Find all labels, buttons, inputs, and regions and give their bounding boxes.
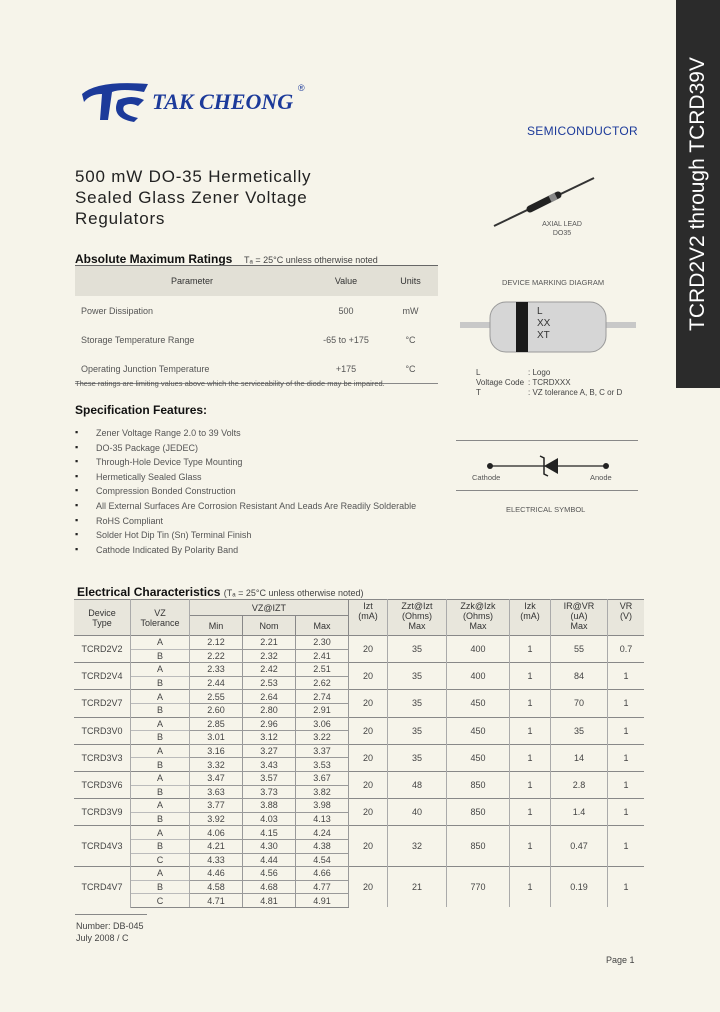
vr-cell: 1 bbox=[608, 867, 645, 908]
vz-nom-cell: 3.88 bbox=[243, 799, 296, 813]
izk-cell: 1 bbox=[510, 717, 551, 744]
tolerance-cell: B bbox=[131, 703, 190, 717]
izk-cell: 1 bbox=[510, 771, 551, 798]
zzt-cell: 35 bbox=[388, 663, 447, 690]
vz-max-cell: 3.22 bbox=[296, 731, 349, 745]
izt-cell: 20 bbox=[349, 636, 388, 663]
vz-min-cell: 2.33 bbox=[190, 663, 243, 677]
zzk-cell: 400 bbox=[447, 636, 510, 663]
vz-min-cell: 2.55 bbox=[190, 690, 243, 704]
vz-max-cell: 4.54 bbox=[296, 853, 349, 867]
vz-max-cell: 2.41 bbox=[296, 649, 349, 663]
doc-date: July 2008 / C bbox=[76, 933, 129, 943]
vz-nom-cell: 4.81 bbox=[243, 894, 296, 908]
amr-heading: Absolute Maximum Ratings bbox=[75, 252, 233, 266]
vz-nom-cell: 4.15 bbox=[243, 826, 296, 840]
ec-col-tolerance: VZ Tolerance bbox=[131, 600, 190, 636]
vz-min-cell: 3.01 bbox=[190, 731, 243, 745]
vr-cell: 1 bbox=[608, 799, 645, 826]
izt-cell: 20 bbox=[349, 771, 388, 798]
tolerance-cell: B bbox=[131, 880, 190, 894]
vz-nom-cell: 2.64 bbox=[243, 690, 296, 704]
list-item: ▪ Hermetically Sealed Glass bbox=[75, 472, 416, 487]
vz-nom-cell: 3.57 bbox=[243, 771, 296, 785]
izt-cell: 20 bbox=[349, 690, 388, 717]
ir-cell: 14 bbox=[551, 744, 608, 771]
tolerance-cell: A bbox=[131, 663, 190, 677]
zzt-cell: 35 bbox=[388, 744, 447, 771]
vz-max-cell: 2.74 bbox=[296, 690, 349, 704]
vr-cell: 1 bbox=[608, 771, 645, 798]
vz-min-cell: 3.47 bbox=[190, 771, 243, 785]
side-title: TCRD2V2 through TCRD39V bbox=[686, 57, 709, 331]
vz-max-cell: 2.30 bbox=[296, 636, 349, 650]
table-row: Storage Temperature Range -65 to +175 °C bbox=[81, 334, 416, 345]
document-title: 500 mW DO-35 Hermetically Sealed Glass Zener Voltage Regulators bbox=[75, 167, 312, 228]
vz-max-cell: 4.66 bbox=[296, 867, 349, 881]
vz-nom-cell: 4.68 bbox=[243, 880, 296, 894]
vz-min-cell: 3.92 bbox=[190, 812, 243, 826]
device-type: TCRD2V2 bbox=[74, 636, 131, 663]
amr-col-parameter: Parameter bbox=[75, 266, 309, 296]
table-row: Operating Junction Temperature +175 °C bbox=[75, 354, 438, 384]
vz-max-cell: 2.91 bbox=[296, 703, 349, 717]
vz-nom-cell: 4.56 bbox=[243, 867, 296, 881]
zzk-cell: 450 bbox=[447, 690, 510, 717]
vz-min-cell: 4.06 bbox=[190, 826, 243, 840]
zzk-cell: 450 bbox=[447, 744, 510, 771]
vz-nom-cell: 3.43 bbox=[243, 758, 296, 772]
ir-cell: 2.8 bbox=[551, 771, 608, 798]
vz-nom-cell: 2.32 bbox=[243, 649, 296, 663]
zzk-cell: 850 bbox=[447, 771, 510, 798]
ec-col-max: Max bbox=[296, 616, 349, 636]
vr-cell: 1 bbox=[608, 663, 645, 690]
ec-col-vzizt: VZ@IZT bbox=[190, 600, 349, 616]
vz-max-cell: 4.24 bbox=[296, 826, 349, 840]
izt-cell: 20 bbox=[349, 744, 388, 771]
ir-cell: 55 bbox=[551, 636, 608, 663]
zzk-cell: 400 bbox=[447, 663, 510, 690]
tolerance-cell: A bbox=[131, 826, 190, 840]
izk-cell: 1 bbox=[510, 744, 551, 771]
device-type: TCRD3V9 bbox=[74, 799, 131, 826]
device-type: TCRD2V7 bbox=[74, 690, 131, 717]
vz-nom-cell: 4.44 bbox=[243, 853, 296, 867]
vz-nom-cell: 2.21 bbox=[243, 636, 296, 650]
tak-cheong-logo bbox=[78, 78, 150, 124]
vz-max-cell: 2.51 bbox=[296, 663, 349, 677]
ec-col-min: Min bbox=[190, 616, 243, 636]
tolerance-cell: B bbox=[131, 812, 190, 826]
zzk-cell: 770 bbox=[447, 867, 510, 908]
list-item: ▪ Zener Voltage Range 2.0 to 39 Volts bbox=[75, 428, 416, 443]
tolerance-cell: C bbox=[131, 894, 190, 908]
vz-min-cell: 4.58 bbox=[190, 880, 243, 894]
vz-max-cell: 4.38 bbox=[296, 839, 349, 853]
vz-max-cell: 3.82 bbox=[296, 785, 349, 799]
marking-code: L XX XT bbox=[537, 306, 551, 341]
tolerance-cell: B bbox=[131, 731, 190, 745]
ec-col-izt: Izt (mA) bbox=[349, 600, 388, 636]
vz-nom-cell: 3.73 bbox=[243, 785, 296, 799]
vz-min-cell: 3.16 bbox=[190, 744, 243, 758]
zzk-cell: 850 bbox=[447, 826, 510, 867]
ec-col-vr: VR (V) bbox=[608, 600, 645, 636]
izk-cell: 1 bbox=[510, 663, 551, 690]
vz-nom-cell: 2.96 bbox=[243, 717, 296, 731]
vz-nom-cell: 2.42 bbox=[243, 663, 296, 677]
vz-max-cell: 3.53 bbox=[296, 758, 349, 772]
vz-nom-cell: 3.12 bbox=[243, 731, 296, 745]
zzk-cell: 850 bbox=[447, 799, 510, 826]
vz-min-cell: 3.32 bbox=[190, 758, 243, 772]
vz-min-cell: 2.44 bbox=[190, 676, 243, 690]
list-item: ▪ Through-Hole Device Type Mounting bbox=[75, 457, 416, 472]
vz-nom-cell: 4.03 bbox=[243, 812, 296, 826]
vz-max-cell: 3.06 bbox=[296, 717, 349, 731]
vr-cell: 1 bbox=[608, 744, 645, 771]
vz-min-cell: 3.77 bbox=[190, 799, 243, 813]
division-label: SEMICONDUCTOR bbox=[527, 124, 639, 138]
registered-mark: ® bbox=[298, 83, 305, 93]
marking-legend: L : Logo Voltage Code : TCRDXXX T : VZ tolerance A, B, C or D bbox=[476, 368, 623, 397]
footer-rule bbox=[75, 914, 147, 915]
tolerance-cell: B bbox=[131, 649, 190, 663]
table-row bbox=[74, 690, 644, 704]
ec-col-nom: Nom bbox=[243, 616, 296, 636]
izt-cell: 20 bbox=[349, 826, 388, 867]
ec-table bbox=[74, 599, 644, 908]
tolerance-cell: B bbox=[131, 758, 190, 772]
vz-min-cell: 4.46 bbox=[190, 867, 243, 881]
izt-cell: 20 bbox=[349, 663, 388, 690]
table-row bbox=[74, 867, 644, 881]
device-type: TCRD3V0 bbox=[74, 717, 131, 744]
zzt-cell: 21 bbox=[388, 867, 447, 908]
izt-cell: 20 bbox=[349, 799, 388, 826]
features-list bbox=[75, 428, 416, 559]
vr-cell: 0.7 bbox=[608, 636, 645, 663]
table-row bbox=[74, 717, 644, 731]
zzt-cell: 48 bbox=[388, 771, 447, 798]
table-row bbox=[74, 799, 644, 813]
table-row: Power Dissipation 500 mW bbox=[81, 305, 419, 316]
symbol-rule-bottom bbox=[456, 490, 638, 491]
amr-footnote: These ratings are limiting values above which the serviceability of the diode may be impaired. bbox=[75, 379, 385, 388]
table-row bbox=[74, 771, 644, 785]
table-row bbox=[74, 636, 644, 650]
tolerance-cell: B bbox=[131, 785, 190, 799]
amr-col-units: Units bbox=[383, 266, 438, 296]
ec-col-izk: Izk (mA) bbox=[510, 600, 551, 636]
zzt-cell: 35 bbox=[388, 690, 447, 717]
vz-max-cell: 4.13 bbox=[296, 812, 349, 826]
vr-cell: 1 bbox=[608, 717, 645, 744]
table-row bbox=[74, 663, 644, 677]
tolerance-cell: A bbox=[131, 771, 190, 785]
list-item: ▪ DO-35 Package (JEDEC) bbox=[75, 443, 416, 458]
ec-col-zzk: Zzk@Izk (Ohms) Max bbox=[447, 600, 510, 636]
vz-nom-cell: 3.27 bbox=[243, 744, 296, 758]
cathode-label: Cathode bbox=[472, 473, 501, 482]
tolerance-cell: B bbox=[131, 676, 190, 690]
vr-cell: 1 bbox=[608, 826, 645, 867]
vz-nom-cell: 2.80 bbox=[243, 703, 296, 717]
amr-note: Tₐ = 25°C unless otherwise noted bbox=[244, 255, 378, 265]
device-type: TCRD3V3 bbox=[74, 744, 131, 771]
vz-nom-cell: 4.30 bbox=[243, 839, 296, 853]
izk-cell: 1 bbox=[510, 690, 551, 717]
vz-min-cell: 3.63 bbox=[190, 785, 243, 799]
zzt-cell: 40 bbox=[388, 799, 447, 826]
doc-number: Number: DB-045 bbox=[76, 921, 144, 931]
izk-cell: 1 bbox=[510, 826, 551, 867]
package-label: AXIAL LEAD DO35 bbox=[542, 221, 582, 237]
table-row bbox=[74, 744, 644, 758]
izk-cell: 1 bbox=[510, 799, 551, 826]
ec-col-device: Device Type bbox=[74, 600, 131, 636]
vz-min-cell: 4.33 bbox=[190, 853, 243, 867]
device-type: TCRD4V3 bbox=[74, 826, 131, 867]
tolerance-cell: C bbox=[131, 853, 190, 867]
tolerance-cell: A bbox=[131, 690, 190, 704]
list-item: ▪ RoHS Compliant bbox=[75, 516, 416, 531]
vz-max-cell: 4.77 bbox=[296, 880, 349, 894]
ec-col-ir: IR@VR (uA) Max bbox=[551, 600, 608, 636]
ir-cell: 35 bbox=[551, 717, 608, 744]
symbol-rule-top bbox=[456, 440, 638, 441]
amr-col-value: Value bbox=[309, 266, 383, 296]
list-item: ▪ Solder Hot Dip Tin (Sn) Terminal Finish bbox=[75, 530, 416, 545]
list-item: ▪ Compression Bonded Construction bbox=[75, 486, 416, 501]
device-type: TCRD3V6 bbox=[74, 771, 131, 798]
device-type: TCRD4V7 bbox=[74, 867, 131, 908]
vz-max-cell: 4.91 bbox=[296, 894, 349, 908]
ec-col-zzt: Zzt@Izt (Ohms) Max bbox=[388, 600, 447, 636]
device-type: TCRD2V4 bbox=[74, 663, 131, 690]
ir-cell: 0.47 bbox=[551, 826, 608, 867]
izk-cell: 1 bbox=[510, 636, 551, 663]
zzt-cell: 35 bbox=[388, 636, 447, 663]
vr-cell: 1 bbox=[608, 690, 645, 717]
amr-table bbox=[75, 266, 438, 384]
ir-cell: 1.4 bbox=[551, 799, 608, 826]
tolerance-cell: A bbox=[131, 744, 190, 758]
zzk-cell: 450 bbox=[447, 717, 510, 744]
list-item: ▪ Cathode Indicated By Polarity Band bbox=[75, 545, 416, 560]
tolerance-cell: A bbox=[131, 867, 190, 881]
list-item: ▪ All External Surfaces Are Corrosion Resistant And Leads Are Readily Solderable bbox=[75, 501, 416, 516]
ec-heading: Electrical Characteristics (Tₐ = 25°C unless otherwise noted) bbox=[77, 585, 364, 599]
ir-cell: 84 bbox=[551, 663, 608, 690]
vz-min-cell: 2.85 bbox=[190, 717, 243, 731]
izk-cell: 1 bbox=[510, 867, 551, 908]
page-number: Page 1 bbox=[606, 955, 635, 965]
vz-nom-cell: 2.53 bbox=[243, 676, 296, 690]
symbol-caption: ELECTRICAL SYMBOL bbox=[506, 505, 586, 514]
izt-cell: 20 bbox=[349, 717, 388, 744]
vz-min-cell: 2.60 bbox=[190, 703, 243, 717]
zzt-cell: 35 bbox=[388, 717, 447, 744]
tolerance-cell: A bbox=[131, 799, 190, 813]
anode-label: Anode bbox=[590, 473, 612, 482]
izt-cell: 20 bbox=[349, 867, 388, 908]
vz-max-cell: 2.62 bbox=[296, 676, 349, 690]
brand-name: TAK CHEONG bbox=[152, 89, 294, 114]
vz-max-cell: 3.67 bbox=[296, 771, 349, 785]
tolerance-cell: B bbox=[131, 839, 190, 853]
vz-min-cell: 4.71 bbox=[190, 894, 243, 908]
vz-min-cell: 2.12 bbox=[190, 636, 243, 650]
tolerance-cell: A bbox=[131, 717, 190, 731]
ir-cell: 70 bbox=[551, 690, 608, 717]
tolerance-cell: A bbox=[131, 636, 190, 650]
vz-max-cell: 3.98 bbox=[296, 799, 349, 813]
features-heading: Specification Features: bbox=[75, 403, 208, 417]
vz-min-cell: 4.21 bbox=[190, 839, 243, 853]
marking-title: DEVICE MARKING DIAGRAM bbox=[502, 278, 605, 287]
zzt-cell: 32 bbox=[388, 826, 447, 867]
vz-max-cell: 3.37 bbox=[296, 744, 349, 758]
vz-min-cell: 2.22 bbox=[190, 649, 243, 663]
table-row bbox=[74, 826, 644, 840]
ir-cell: 0.19 bbox=[551, 867, 608, 908]
